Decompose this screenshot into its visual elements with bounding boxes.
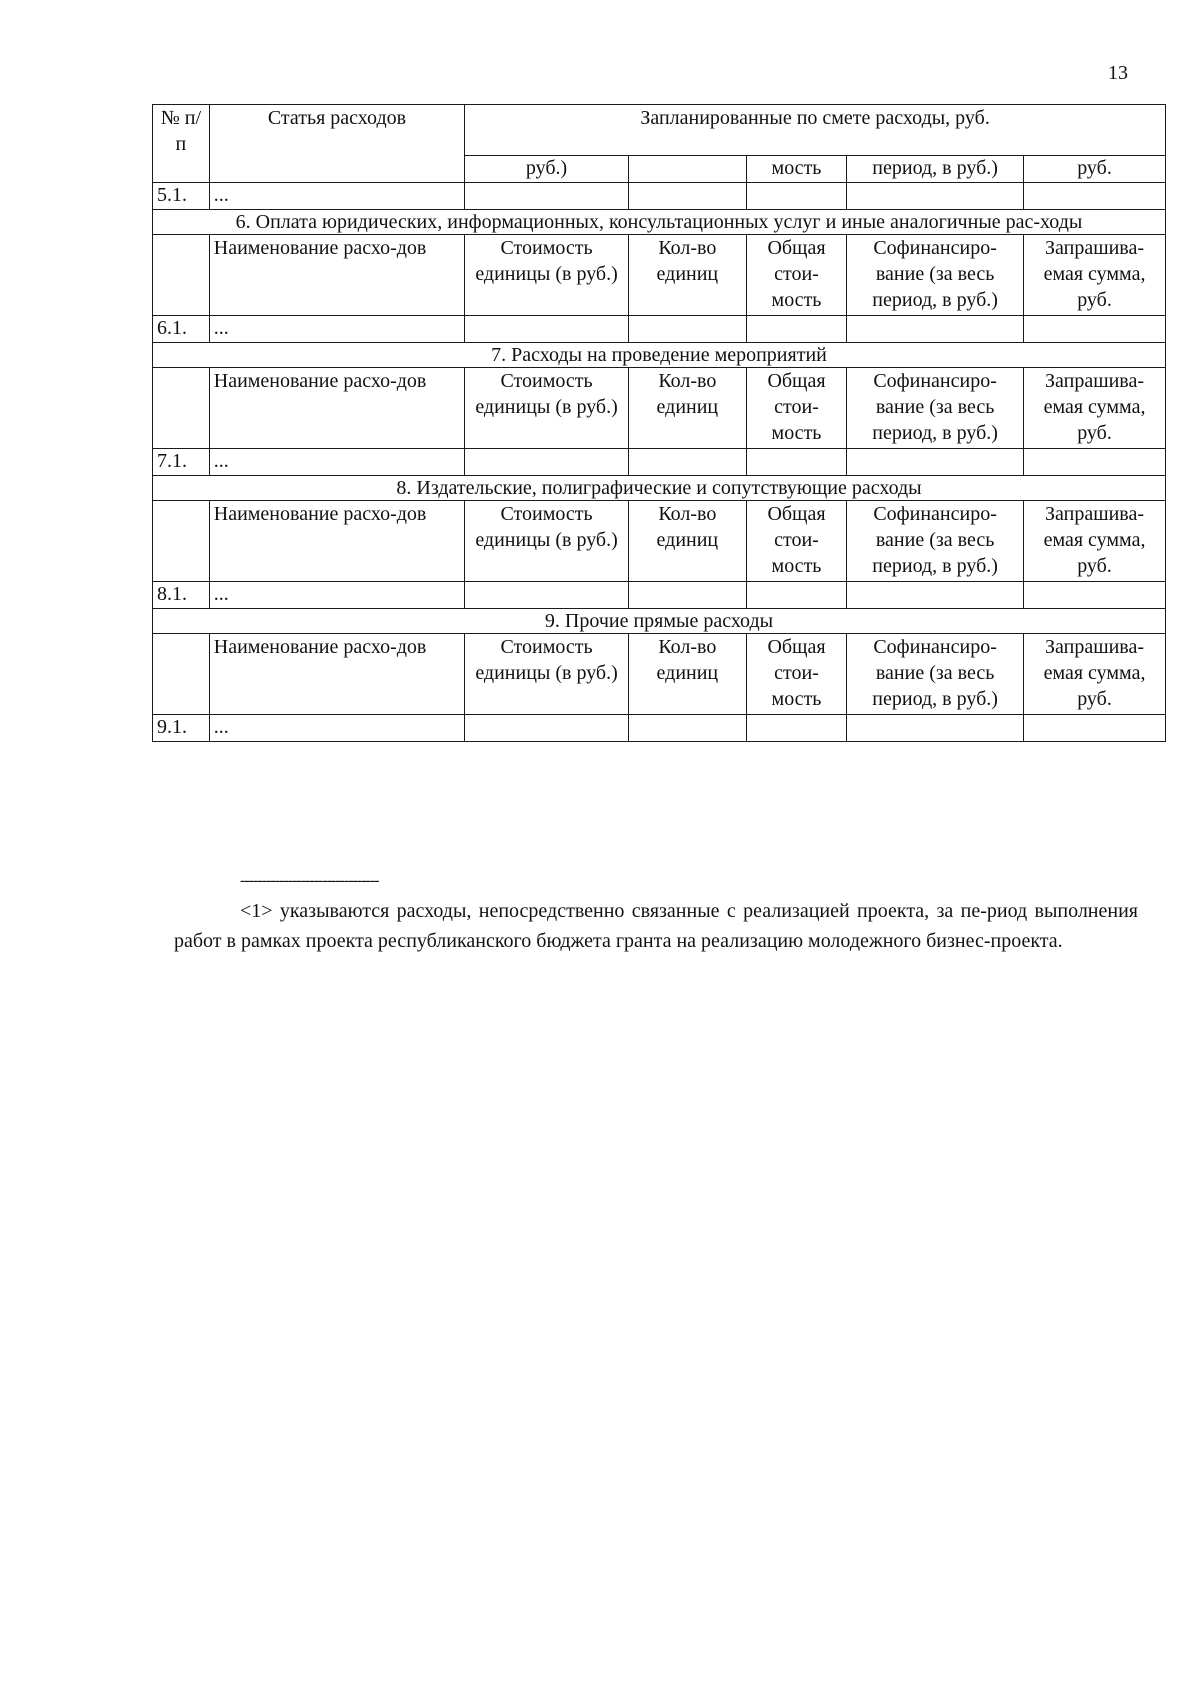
table-cell [1024,183,1166,210]
table-cell [465,183,629,210]
col-header-cofinancing: Софинансиро-вание (за весь период, в руб.) [847,634,1024,715]
table-cell [465,715,629,742]
column-header-row [153,501,1166,582]
col-header-total: Общая стои-мость [746,235,846,316]
budget-table [152,104,1166,742]
col-header-unit-cost: Стоимость единицы (в руб.) [465,235,629,316]
table-cell [628,449,746,476]
col-header-name: Наименование расхо-дов [209,634,464,715]
section-title: 6. Оплата юридических, информационных, консультационных услуг и иные аналогичные рас-ходы [153,210,1166,235]
table-row [153,183,1166,210]
table-row [153,582,1166,609]
table-cell [1024,449,1166,476]
table-cell [153,634,210,715]
col-header-name: Наименование расхо-дов [209,368,464,449]
row-number: 6.1. [153,316,210,343]
row-number: 9.1. [153,715,210,742]
col-header-qty: Кол-во единиц [628,634,746,715]
col-header-cofinancing: Софинансиро-вание (за весь период, в руб.) [847,368,1024,449]
table-cell [628,582,746,609]
column-header-row [153,368,1166,449]
col-header-unit-cost: Стоимость единицы (в руб.) [465,501,629,582]
col-header-name: Наименование расхо-дов [209,235,464,316]
table-cell [465,316,629,343]
row-name: ... [209,183,464,210]
table-cell [465,449,629,476]
table-cell [465,582,629,609]
col-header-unit-cost: Стоимость единицы (в руб.) [465,634,629,715]
col-header-total: Общая стои-мость [746,634,846,715]
col-header-unit-cost: Стоимость единицы (в руб.) [465,368,629,449]
section-title: 8. Издательские, полиграфические и сопутствующие расходы [153,476,1166,501]
table-cell [628,316,746,343]
table-cell [628,183,746,210]
col-header-total: Общая стои-мость [746,501,846,582]
page-number: 13 [1108,62,1128,84]
row-name: ... [209,316,464,343]
cell-total-tail: мость [746,156,846,183]
row-name: ... [209,449,464,476]
cell-requested-tail: руб. [1024,156,1166,183]
table-cell [1024,316,1166,343]
table-cell [1024,715,1166,742]
section-title: 9. Прочие прямые расходы [153,609,1166,634]
header-planned-expenses: Запланированные по смете расходы, руб. [465,105,1166,156]
cell-cofinancing-tail: период, в руб.) [847,156,1024,183]
col-header-qty: Кол-во единиц [628,501,746,582]
table-cell [153,368,210,449]
table-row [153,449,1166,476]
col-header-requested: Запрашива-емая сумма, руб. [1024,368,1166,449]
col-header-total: Общая стои-мость [746,368,846,449]
section-title-row [153,210,1166,235]
col-header-cofinancing: Софинансиро-вание (за весь период, в руб.) [847,501,1024,582]
col-header-requested: Запрашива-емая сумма, руб. [1024,501,1166,582]
cell-unit-cost-tail: руб.) [465,156,629,183]
header-number: № п/п [153,105,210,183]
col-header-requested: Запрашива-емая сумма, руб. [1024,634,1166,715]
table-cell [847,582,1024,609]
table-cell [746,316,846,343]
row-name: ... [209,715,464,742]
row-number: 7.1. [153,449,210,476]
section-title-row [153,609,1166,634]
cell-qty-tail [628,156,746,183]
table-cell [153,501,210,582]
col-header-requested: Запрашива-емая сумма, руб. [1024,235,1166,316]
table-row [153,316,1166,343]
section-title: 7. Расходы на проведение мероприятий [153,343,1166,368]
table-cell [847,183,1024,210]
table-cell [1024,582,1166,609]
table-row [153,715,1166,742]
row-number: 8.1. [153,582,210,609]
footnote-separator: -------------------------------- [240,872,379,889]
header-article: Статья расходов [209,105,464,183]
table-cell [847,449,1024,476]
table-header-row [153,105,1166,156]
row-number: 5.1. [153,183,210,210]
table-cell [746,582,846,609]
col-header-name: Наименование расхо-дов [209,501,464,582]
column-header-row [153,235,1166,316]
section-title-row [153,476,1166,501]
table-cell [746,449,846,476]
table-cell [746,715,846,742]
footnote-text: <1> указываются расходы, непосредственно связанные с реализацией проекта, за пе-риод выполнения работ в рамках проекта республиканского бюджета гранта на реализацию молодежного бизнес-проекта. [174,900,1138,952]
col-header-qty: Кол-во единиц [628,368,746,449]
row-name: ... [209,582,464,609]
table-cell [847,316,1024,343]
section-title-row [153,343,1166,368]
table-cell [153,235,210,316]
table-cell [847,715,1024,742]
col-header-qty: Кол-во единиц [628,235,746,316]
table-cell [628,715,746,742]
table-cell [746,183,846,210]
column-header-row [153,634,1166,715]
col-header-cofinancing: Софинансиро-вание (за весь период, в руб.) [847,235,1024,316]
